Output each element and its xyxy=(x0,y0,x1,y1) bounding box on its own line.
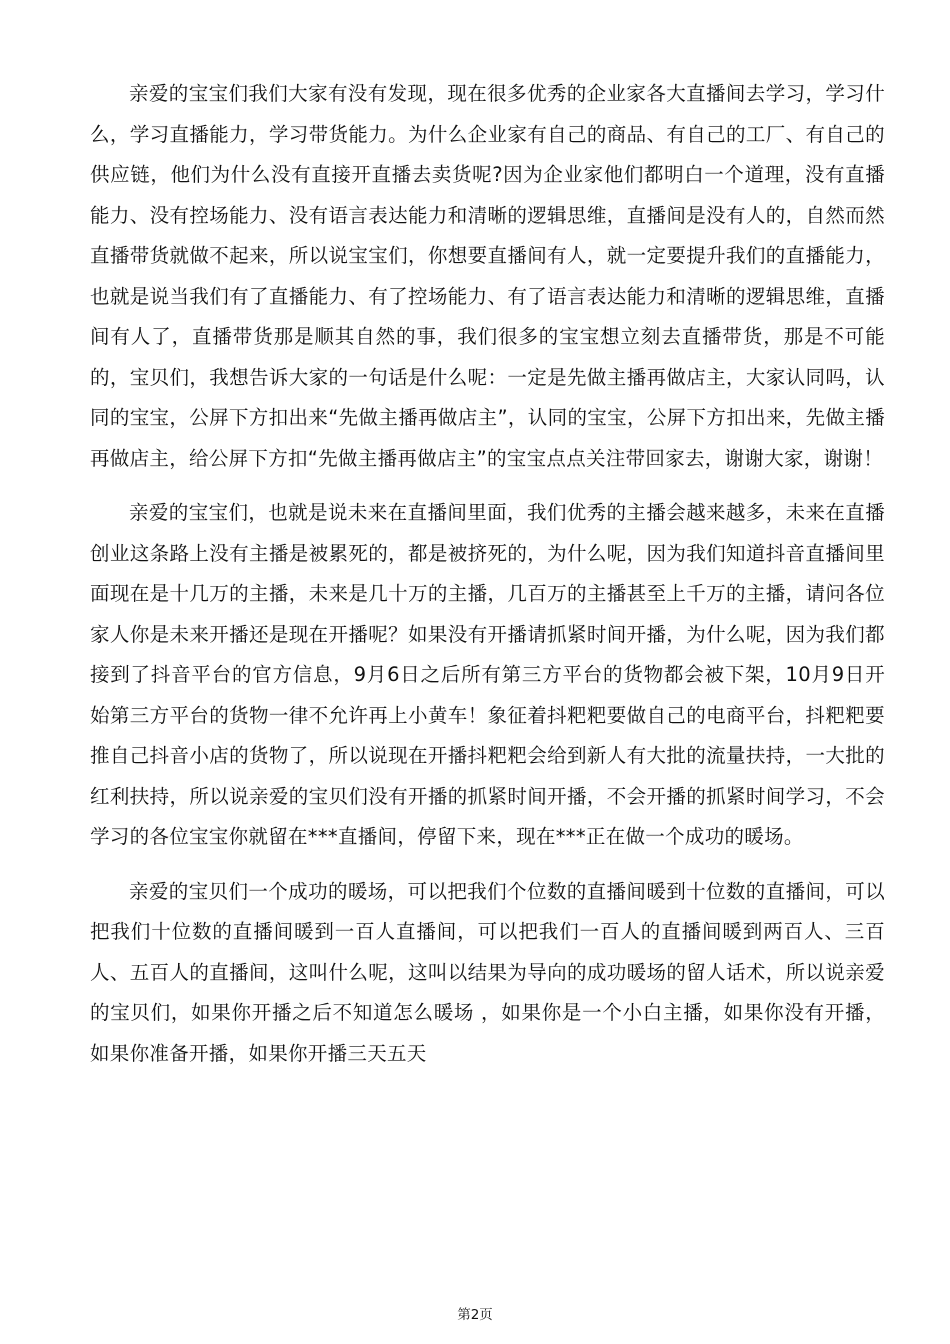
paragraph-3: 亲爱的宝贝们一个成功的暖场，可以把我们个位数的直播间暖到十位数的直播间，可以把我们十位数的直播间暖到一百人直播间，可以把我们一百人的直播间暖到两百人、三百人、五百人的直播间，这叫什么呢，这叫以结果为导向的成功暖场的留人话术，所以说亲爱的宝贝们，如果你开播之后不知道怎么暖场 ，如果你是一个小白主播，如果你没有开播，如果你准备开播，如果你开播三天五天 xyxy=(90,879,885,1065)
document-body xyxy=(90,74,885,1074)
paragraph-2: 亲爱的宝宝们，也就是说未来在直播间里面，我们优秀的主播会越来越多，未来在直播创业这条路上没有主播是被累死的，都是被挤死的，为什么呢，因为我们知道抖音直播间里面现在是十几万的主播，未来是几十万的主播，几百万的主播甚至上千万的主播，请问各位家人你是未来开播还是现在开播呢？如果没有开播请抓紧时间开播，为什么呢，因为我们都接到了抖音平台的官方信息，9月6日之后所有第三方平台的货物都会被下架，10月9日开始第三方平台的货物一律不允许再上小黄车！象征着抖粑粑要做自己的电商平台，抖粑粑要推自己抖音小店的货物了，所以说现在开播抖粑粑会给到新人有大批的流量扶持，一大批的红利扶持，所以说亲爱的宝贝们没有开播的抓紧时间开播，不会开播的抓紧时间学习，不会学习的各位宝宝你就留在***直播间，停留下来，现在***正在做一个成功的暖场。 xyxy=(90,501,885,848)
paragraph-1: 亲爱的宝宝们我们大家有没有发现，现在很多优秀的企业家各大直播间去学习，学习什么，学习直播能力，学习带货能力。为什么企业家有自己的商品、有自己的工厂、有自己的供应链，他们为什么没有直接开直播去卖货呢?因为企业家他们都明白一个道理，没有直播能力、没有控场能力、没有语言表达能力和清晰的逻辑思维，直播间是没有人的，自然而然直播带货就做不起来，所以说宝宝们，你想要直播间有人，就一定要提升我们的直播能力，也就是说当我们有了直播能力、有了控场能力、有了语言表达能力和清晰的逻辑思维，直播间有人了，直播带货那是顺其自然的事，我们很多的宝宝想立刻去直播带货，那是不可能的，宝贝们，我想告诉大家的一句话是什么呢：一定是先做主播再做店主，大家认同吗，认同的宝宝，公屏下方扣出来“先做主播再做店主”，认同的宝宝，公屏下方扣出来，先做主播再做店主，给公屏下方扣“先做主播再做店主”的宝宝点点关注带回家去，谢谢大家，谢谢！ xyxy=(90,82,885,470)
page-number: 第2页 xyxy=(457,1307,493,1323)
